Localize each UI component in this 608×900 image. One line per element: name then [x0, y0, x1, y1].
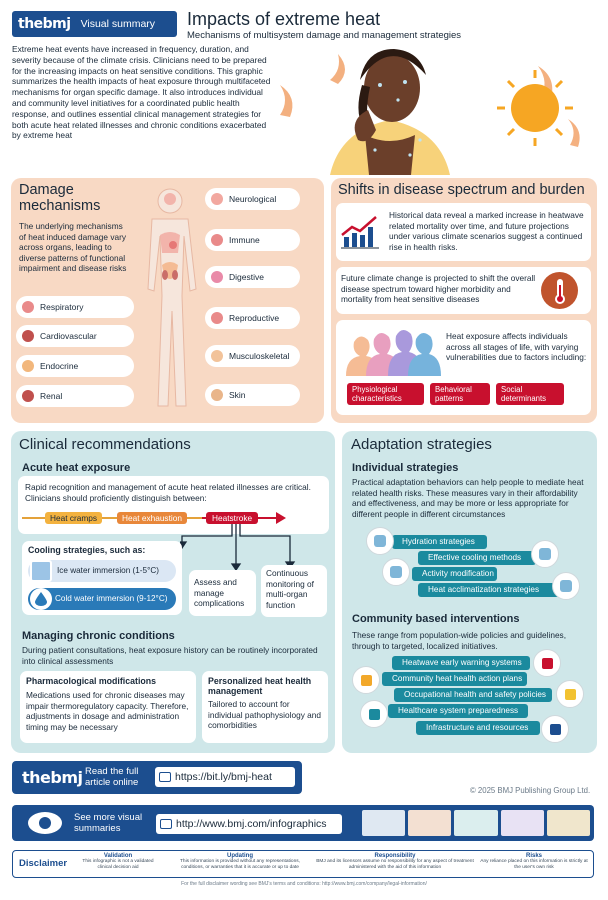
header-badge [12, 11, 177, 37]
chronic-title: Managing chronic conditions [22, 630, 175, 642]
organ-label: Digestive [229, 272, 264, 282]
stage-heatstroke: Heatstroke [206, 512, 258, 524]
organ-pill-right [205, 229, 300, 251]
bmj-logo: thebmj [18, 16, 71, 32]
personal-title: Personalized heat health management [208, 676, 312, 696]
infographics-url-box[interactable] [156, 814, 342, 834]
kidney-icon [22, 390, 34, 402]
disclaimer-body: This infographic is not a validated clinical decision aid [82, 859, 154, 870]
organ-label: Reproductive [229, 313, 280, 323]
individual-text: Practical adaptation behaviors can help people to mediate heat related health risks. These measures vary in their affordability and effectiveness, and may be more or less appropriate for different people in different circumstances [352, 477, 584, 519]
organ-pill-left [16, 385, 134, 407]
organ-pill-right [205, 266, 300, 288]
water-bottle-icon [366, 527, 394, 555]
community-intervention-item: Community heat health action plans [382, 672, 527, 686]
runner-icon [382, 558, 410, 586]
fan-icon [531, 540, 559, 568]
shifts-text-2: Future climate change is projected to shift the overall disease spectrum toward higher morbidity and mortality from heat sensitive diseases [341, 273, 536, 305]
shifts-text-3: Heat exposure affects individuals across all stages of life, with varying vulnerabilities due to factors including: [446, 331, 587, 363]
people-silhouettes-icon [344, 328, 444, 376]
individual-strategy-item: Hydration strategies [392, 535, 487, 549]
disclaimer-heading: Responsibility [374, 853, 416, 859]
stage-heat-exhaustion: Heat exhaustion [117, 512, 187, 524]
shifts-text-1: Historical data reveal a marked increase in heatwave related mortality over time, and future projections under various climate scenarios suggest a continued rise in health risks. [389, 210, 584, 252]
individual-strategy-item: Activity modification [412, 567, 497, 581]
community-intervention-item: Infrastructure and resources [416, 721, 540, 735]
warning-icon [533, 649, 561, 677]
thermometer-icon-2 [552, 572, 580, 600]
damage-text: The underlying mechanisms of heat induced damage vary across organs, leading to diverse patterns of functional impairment and disease risks [19, 221, 127, 274]
organ-pill-left [16, 296, 134, 318]
organ-pill-left [16, 325, 134, 347]
disclaimer-heading: Risks [525, 853, 542, 859]
community-intervention-item: Occupational health and safety policies [394, 688, 552, 702]
sun-icon [497, 70, 573, 146]
organ-pill-right [205, 345, 300, 367]
copyright: © 2025 BMJ Publishing Group Ltd. [470, 786, 591, 795]
organ-label: Cardiovascular [40, 331, 97, 341]
organ-pill-right [205, 384, 300, 406]
cooling-ice-label: Ice water immersion (1-5°C) [57, 566, 159, 575]
organ-label: Musculoskeletal [229, 351, 290, 361]
skin-icon [211, 389, 223, 401]
hospital-icon [360, 700, 388, 728]
disclaimer-body: Any reliance placed on this information is strictly at the user's own risk [480, 859, 588, 870]
clinical-title: Clinical recommendations [19, 436, 191, 453]
disclaimer-column [170, 853, 310, 871]
ice-cube-icon [30, 560, 52, 582]
see-more-label: See more visual summaries [74, 812, 143, 834]
community-intervention-item: Healthcare system preparedness [388, 704, 528, 718]
cooling-cold-label: Cold water immersion (9-12°C) [55, 594, 168, 603]
rising-chart-icon [340, 215, 380, 249]
assess-text: Assess and manage complications [194, 577, 245, 609]
infographics-url[interactable]: http://www.bmj.com/infographics [176, 818, 327, 830]
stage-heat-cramps: Heat cramps [45, 512, 102, 524]
pharma-text: Medications used for chronic diseases may impair thermoregulatory capacity. Therefore, adjustments in dosage and administration timing may be necessary [26, 690, 189, 732]
individual-strategy-item: Heat acclimatization strategies [418, 583, 560, 597]
organ-label: Renal [40, 391, 63, 401]
community-text: These range from population-wide policies and guidelines, through to targeted, localized initiatives. [352, 630, 567, 651]
organ-label: Skin [229, 390, 246, 400]
organ-pill-right [205, 188, 300, 210]
factor-button: Behavioral patterns [430, 383, 490, 405]
brain-icon [211, 193, 223, 205]
cooling-title: Cooling strategies, such as: [28, 545, 146, 555]
acute-title: Acute heat exposure [22, 462, 131, 474]
disclaimer-heading: Validation [103, 853, 133, 859]
organ-pill-right [205, 307, 300, 329]
disclaimer-column [316, 853, 474, 871]
factor-button: Social determinants [496, 383, 564, 405]
page-subtitle: Mechanisms of multisystem damage and management strategies [187, 30, 462, 41]
read-article-label: Read the full article online [85, 766, 139, 788]
link-icon-2 [160, 819, 172, 829]
community-intervention-item: Heatwave early warning systems [392, 656, 530, 670]
footer-bmj-logo: thebmj [22, 768, 83, 787]
community-title: Community based interventions [352, 613, 520, 625]
damage-title: Damage mechanisms [19, 182, 101, 214]
hot-woman-illustration [270, 40, 600, 175]
disclaimer-fine-print: For the full disclaimer wording see BMJ's terms and conditions: http://www.bmj.com/company/legal-information/ [181, 881, 427, 887]
monitor-text: Continuous monitoring of multi-organ function [266, 568, 314, 610]
lymph-icon [211, 234, 223, 246]
shifts-title: Shifts in disease spectrum and burden [338, 182, 585, 198]
organ-pill-left [16, 355, 134, 377]
map-pin-icon [352, 666, 380, 694]
individual-title: Individual strategies [352, 462, 459, 474]
heart-icon [22, 330, 34, 342]
disclaimer-column [78, 853, 158, 871]
pharma-title: Pharmacological modifications [26, 676, 157, 686]
thumbnail-strip [362, 810, 590, 836]
chronic-text: During patient consultations, heat exposure history can be routinely incorporated into clinical assessments [22, 645, 318, 666]
organ-label: Respiratory [40, 302, 84, 312]
adaptation-title: Adaptation strategies [351, 436, 492, 453]
disclaimer-label: Disclaimer [19, 858, 68, 869]
page-title: Impacts of extreme heat [187, 9, 381, 29]
water-drop-icon [30, 588, 52, 610]
intro-text: Extreme heat events have increased in frequency, duration, and severity because of the climate crisis. Clinicians need to be prepared for the increasing impacts on heat sensitive conditions. This graphic summarizes the health impacts of heat exposure through multifaceted mechanisms for organ specific damage. It also introduces individual and community level initiatives for a coordinated public health response, and outlines essential clinical management strategies for both acute heat related illnesses and chronic conditions exacerbated by extreme heat [12, 44, 271, 141]
factor-button: Physiological characteristics [347, 383, 424, 405]
lungs-icon [22, 301, 34, 313]
link-icon [159, 772, 171, 782]
article-url-box[interactable] [155, 767, 295, 787]
acute-text: Rapid recognition and management of acute heat related illnesses are critical. Clinicians should proficiently distinguish between: [25, 482, 311, 503]
organ-label: Immune [229, 235, 260, 245]
disclaimer-body: BMJ and its licensors assume no responsibility for any aspect of treatment administered with the aid of this information [316, 859, 474, 870]
disclaimer-heading: Updating [227, 853, 253, 859]
eye-icon [28, 812, 62, 834]
muscle-icon [211, 350, 223, 362]
individual-strategy-item: Effective cooling methods [418, 551, 536, 565]
organ-label: Neurological [229, 194, 277, 204]
stomach-icon [211, 271, 223, 283]
thermometer-icon [541, 272, 578, 309]
hardhat-icon [556, 680, 584, 708]
personal-text: Tailored to account for individual pathophysiology and comorbidities [208, 699, 322, 731]
disclaimer-body: This information is provided without any representations, conditions, or warranties that it is accurate or up to date [180, 859, 300, 870]
visual-summary-label: Visual summary [80, 18, 156, 30]
building-icon [541, 715, 569, 743]
organ-label: Endocrine [40, 361, 79, 371]
uterus-icon [211, 312, 223, 324]
pancreas-icon [22, 360, 34, 372]
disclaimer-column [480, 853, 588, 871]
article-url[interactable]: https://bit.ly/bmj-heat [175, 771, 272, 783]
body-anatomy-illustration [130, 185, 210, 417]
